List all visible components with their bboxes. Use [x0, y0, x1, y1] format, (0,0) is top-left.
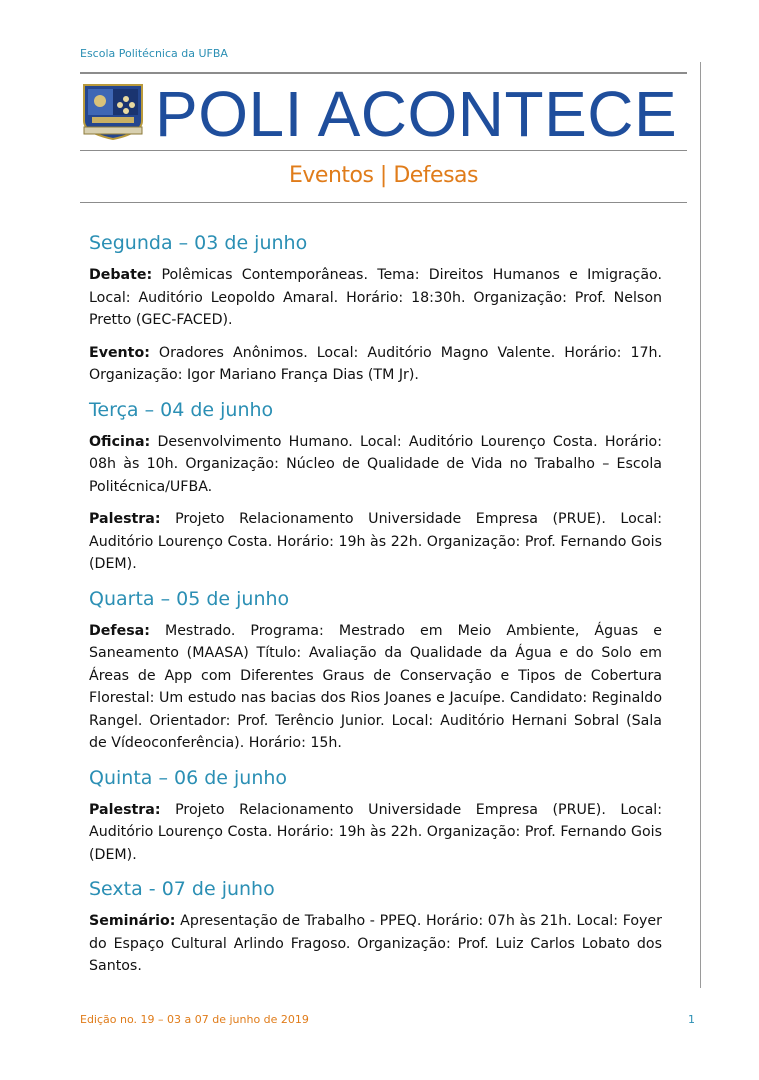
- header-rule-bottom: [80, 202, 687, 203]
- header-rule-top: [80, 72, 687, 74]
- day-heading: Terça – 04 de junho: [89, 398, 274, 421]
- edition-footer: Edição no. 19 – 03 a 07 de junho de 2019: [80, 1013, 309, 1026]
- event-details: Projeto Relacionamento Universidade Empresa (PRUE). Local: Auditório Lourenço Costa. Horário: 19h às 22h. Organização: Prof. Fernando Gois (DEM).: [89, 511, 662, 572]
- day-section: [89, 765, 662, 867]
- event-details: Desenvolvimento Humano. Local: Auditório Lourenço Costa. Horário: 08h às 10h. Organização: Núcleo de Qualidade de Vida no Trabalho – Escola Politécnica/UFBA.: [89, 433, 662, 495]
- section-subtitle: Eventos | Defesas: [288, 163, 478, 188]
- event-entry: [89, 910, 662, 978]
- day-heading: Sexta - 07 de junho: [89, 878, 275, 900]
- day-heading: Quarta – 05 de junho: [89, 587, 290, 610]
- event-entry: [89, 799, 662, 867]
- event-details: Projeto Relacionamento Universidade Empresa (PRUE). Local: Auditório Lourenço Costa. Horário: 19h às 22h. Organização: Prof. Fernando Gois (DEM).: [89, 801, 662, 863]
- event-entry: [89, 431, 662, 499]
- institution-label: Escola Politécnica da UFBA: [80, 47, 228, 60]
- day-section: [89, 397, 662, 576]
- event-type: Defesa:: [89, 622, 150, 639]
- event-type: Evento:: [89, 344, 150, 361]
- event-entry: [89, 264, 662, 332]
- event-details: Apresentação de Trabalho - PPEQ. Horário: 07h às 21h. Local: Foyer do Espaço Cultural Arlindo Fragoso. Organização: Prof. Luiz Carlos Lobato dos Santos.: [89, 913, 662, 974]
- event-type: Oficina:: [89, 433, 151, 450]
- event-type: Seminário:: [89, 913, 176, 929]
- page-number: 1: [688, 1013, 695, 1026]
- event-entry: [89, 342, 662, 387]
- event-type: Debate:: [89, 267, 153, 283]
- header-rule-mid: [80, 150, 687, 151]
- day-heading: Quinta – 06 de junho: [89, 766, 288, 789]
- event-type: Palestra:: [89, 511, 161, 527]
- events-content: [89, 230, 662, 988]
- event-details: Mestrado. Programa: Mestrado em Meio Ambiente, Águas e Saneamento (MAASA) Título: Avaliação da Qualidade da Água e do Solo em Áreas de App com Diferentes Graus de Conservação e Tipos de Cobertura Florestal: Um estudo nas bacias dos Rios Joanes e Jacuípe. Candidato: Reginaldo Rangel. Orientador: Prof. Terêncio Junior. Local: Auditório Hernani Sobral (Sala de Vídeoconferência). Horário: 15h.: [89, 622, 662, 751]
- day-section: [89, 586, 662, 755]
- day-heading: Segunda – 03 de junho: [89, 232, 308, 254]
- ufba-coat-of-arms-icon: [80, 81, 146, 141]
- event-details: Polêmicas Contemporâneas. Tema: Direitos Humanos e Imigração. Local: Auditório Leopoldo Amaral. Horário: 18:30h. Organização: Prof. Nelson Pretto (GEC-FACED).: [89, 267, 662, 328]
- day-section: [89, 876, 662, 978]
- masthead-title: POLI ACONTECE: [155, 78, 678, 150]
- event-details: Oradores Anônimos. Local: Auditório Magno Valente. Horário: 17h. Organização: Igor Mariano França Dias (TM Jr).: [89, 344, 662, 383]
- event-entry: [89, 508, 662, 576]
- event-type: Palestra:: [89, 801, 161, 818]
- right-margin-rule: [700, 62, 701, 988]
- event-entry: [89, 620, 662, 755]
- day-section: [89, 230, 662, 387]
